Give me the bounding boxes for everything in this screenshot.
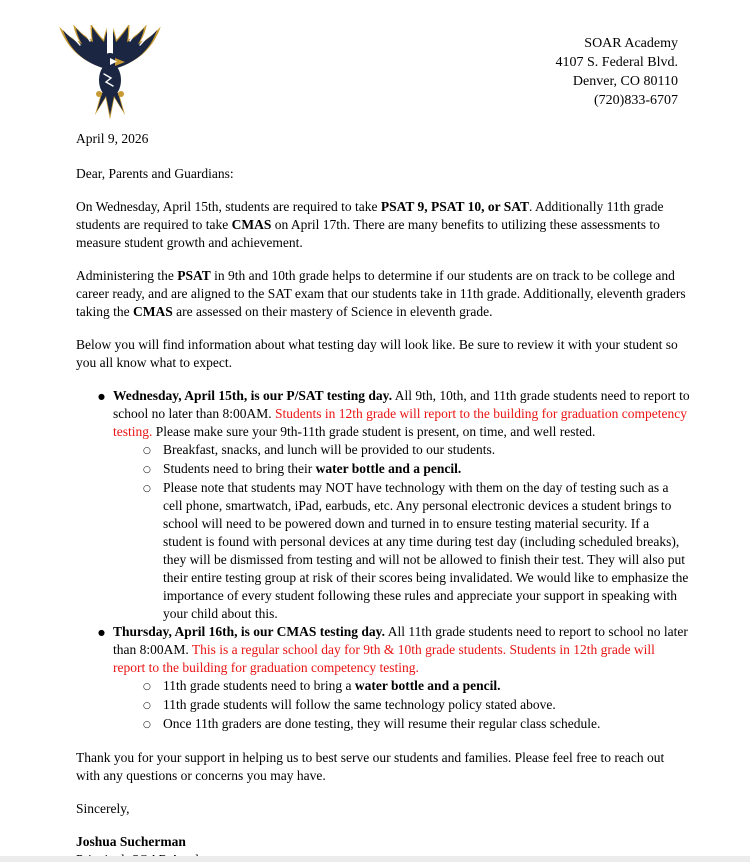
text-run: Please note that students may NOT have technology with them on the day of testing such as a cell phone, smartwatch, iPad, earbuds, etc. Any personal electronic devices a student brings to school will need to be powered down and turned in to ensure testing material security. If a student is found with personal devices at any time during test day (including scheduled breaks), they will be dismissed from testing and will not be allowed to finish their test. They will also put their entire testing group at risk of their scores being invalidated. We would like to emphasize the importance of every student following these rules and appreciate your support in speaking with your child about this. (163, 480, 689, 621)
list-item-text (163, 479, 690, 623)
circle-bullet-marker: ○ (143, 446, 151, 456)
text-run: All 9th, 10th, and 11th grade students need to report to school no later than 8:00AM. (113, 388, 690, 421)
text-run: water bottle and a pencil. (315, 461, 462, 476)
list-item-text (163, 460, 690, 479)
paragraph (76, 749, 690, 785)
org-name: SOAR Academy (584, 36, 678, 51)
paragraph (76, 267, 690, 321)
closing-sincerely: Sincerely, (76, 801, 130, 816)
highlighted-text-run: This is a regular school day for 9th & 10th grade students. Students in 12th grade will report to the building for graduation competency testing. (113, 642, 655, 675)
text-run: . Additionally 11th grade students are required to take (76, 199, 664, 232)
circle-bullet-marker: ○ (143, 682, 151, 692)
text-run: Thank you for your support in helping us to best serve our students and families. Please feel free to reach out with any questions or concerns you may have. (76, 750, 665, 783)
org-address-line2: Denver, CO 80110 (572, 74, 678, 89)
signature-name: Joshua Sucherman (76, 834, 186, 849)
highlighted-text-run: Students in 12th grade will report to the building for graduation competency testing. (113, 406, 688, 439)
letter-content (0, 120, 750, 862)
circle-bullet-marker: ○ (143, 701, 151, 711)
sub-bullet-list-item (76, 460, 690, 479)
eagle-logo-icon (55, 25, 165, 120)
bullet-list-item (76, 623, 690, 677)
text-run: Administering the (76, 268, 178, 283)
text-run: Once 11th graders are done testing, they will resume their regular class schedule. (163, 716, 601, 731)
bullet-list-item (76, 387, 690, 441)
filled-bullet-marker: ● (98, 392, 105, 401)
org-phone: (720)833-6707 (594, 93, 678, 108)
sub-bullet-list-item (76, 441, 690, 460)
text-run: water bottle and a pencil. (354, 678, 501, 693)
text-run: Please make sure your 9th-11th grade student is present, on time, and well rested. (152, 424, 596, 439)
sub-bullet-list-item (76, 715, 690, 734)
text-run: PSAT (177, 268, 211, 283)
list-item-text (163, 715, 690, 734)
letter-body (76, 198, 690, 785)
text-run: Below you will find information about what testing day will look like. Be sure to review it with your student so you all know what to expect. (76, 337, 678, 370)
text-run: in 9th and 10th grade helps to determine if our students are on track to be college and career ready, and are aligned to the SAT exam that our students take in 11th grade. Additionally, eleventh graders taking the (76, 268, 686, 319)
text-run: All 11th grade students need to report to school no later than 8:00AM. (113, 624, 688, 657)
text-run: Breakfast, snacks, and lunch will be provided to our students. (163, 442, 496, 457)
sub-bullet-list-item (76, 479, 690, 623)
text-run: PSAT 9, PSAT 10, or SAT (380, 199, 530, 214)
org-address-line1: 4107 S. Federal Blvd. (555, 55, 678, 70)
sub-bullet-list-item (76, 696, 690, 715)
text-run: Students need to bring their (163, 461, 316, 476)
circle-bullet-marker: ○ (143, 484, 151, 494)
org-contact-block (556, 34, 679, 110)
page-bottom-edge (0, 856, 750, 862)
circle-bullet-marker: ○ (143, 465, 151, 475)
text-run: On Wednesday, April 15th, students are required to take (76, 199, 381, 214)
text-run: CMAS (231, 217, 272, 232)
text-run: CMAS (133, 304, 173, 319)
text-run: 11th grade students will follow the same technology policy stated above. (163, 697, 556, 712)
paragraph (76, 336, 690, 372)
circle-bullet-marker: ○ (143, 720, 151, 730)
list-item-text (163, 441, 690, 460)
text-run: Thursday, April 16th, is our CMAS testing day. (113, 624, 386, 639)
text-run: 11th grade students need to bring a (163, 678, 355, 693)
text-run: Wednesday, April 15th, is our P/SAT testing day. (113, 388, 393, 403)
list-item-text (113, 387, 690, 441)
salutation: Dear, Parents and Guardians: (76, 166, 234, 181)
letterhead (0, 0, 750, 120)
paragraph (76, 198, 690, 252)
text-run: on April 17th. There are many benefits to utilizing these assessments to measure student growth and achievement. (76, 217, 660, 250)
list-item-text (163, 677, 690, 696)
filled-bullet-marker: ● (98, 628, 105, 637)
text-run: are assessed on their mastery of Science in eleventh grade. (172, 304, 493, 319)
letter-date: April 9, 2026 (76, 131, 149, 146)
list-item-text (163, 696, 690, 715)
list-item-text (113, 623, 690, 677)
sub-bullet-list-item (76, 677, 690, 696)
